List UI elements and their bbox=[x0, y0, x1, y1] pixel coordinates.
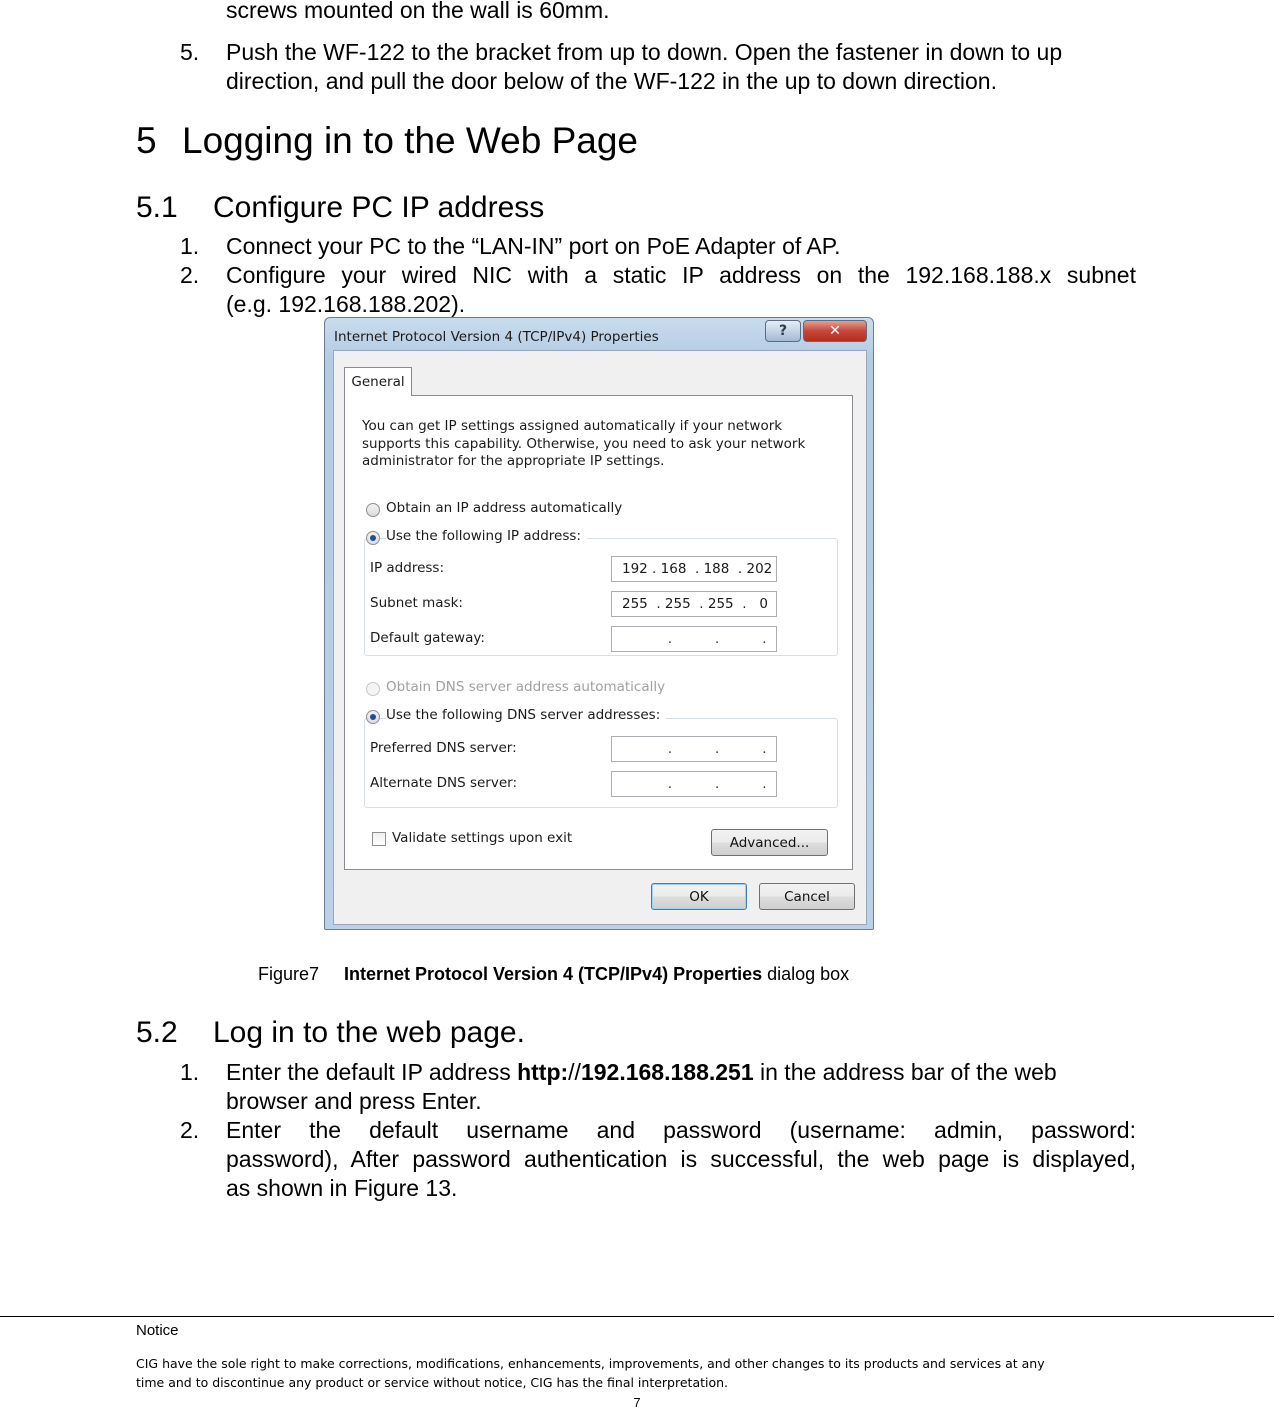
step-number: 1. bbox=[180, 233, 200, 259]
subnet-mask-label: Subnet mask: bbox=[370, 595, 463, 611]
section-number: 5 bbox=[136, 120, 157, 161]
step-text: Connect your PC to the “LAN-IN” port on PoE Adapter of AP. bbox=[226, 233, 841, 259]
help-button[interactable] bbox=[765, 320, 801, 342]
default-gateway-label: Default gateway: bbox=[370, 630, 485, 646]
subsection-number: 5.1 bbox=[136, 191, 178, 224]
step-number: 2. bbox=[180, 1117, 200, 1143]
dialog-client-area bbox=[333, 350, 867, 925]
step-number: 2. bbox=[180, 262, 200, 288]
ok-button[interactable]: OK bbox=[651, 883, 747, 910]
general-panel bbox=[344, 395, 853, 870]
subnet-mask-input[interactable]: 255 . 255 . 255 . 0 bbox=[611, 591, 777, 617]
notice-heading: Notice bbox=[136, 1322, 179, 1339]
use-following-ip-radio[interactable] bbox=[366, 531, 380, 545]
notice-body bbox=[136, 1354, 1136, 1392]
url-scheme: http: bbox=[517, 1059, 569, 1085]
subsection-number: 5.2 bbox=[136, 1016, 178, 1049]
page-number: 7 bbox=[633, 1395, 641, 1410]
figure-caption-rest: dialog box bbox=[762, 964, 850, 984]
dialog-title: Internet Protocol Version 4 (TCP/IPv4) Properties bbox=[334, 329, 659, 345]
subsection-heading bbox=[136, 191, 544, 225]
use-following-dns-radio[interactable] bbox=[366, 710, 380, 724]
step-text-part: in the address bar of the web bbox=[753, 1059, 1057, 1085]
step-text bbox=[226, 1058, 1136, 1087]
use-following-ip-label: Use the following IP address: bbox=[386, 528, 587, 546]
figure-label: Figure7 bbox=[258, 964, 320, 984]
validate-settings-checkbox[interactable] bbox=[372, 832, 386, 846]
alternate-dns-label: Alternate DNS server: bbox=[370, 775, 518, 791]
step-text: password), After password authentication is successful, the web page is displayed, bbox=[226, 1146, 1136, 1172]
step-text-part: Enter the default IP address bbox=[226, 1059, 518, 1085]
step-text: Push the WF-122 to the bracket from up to down. Open the fastener in down to up direction, and pull the door below of the WF-122 in the up to down direction. bbox=[226, 39, 1063, 94]
subsection-title: Log in to the web page. bbox=[213, 1016, 525, 1049]
tab-general[interactable]: General bbox=[344, 367, 412, 396]
step-text: browser and press Enter. bbox=[226, 1088, 482, 1114]
subsection-title: Configure PC IP address bbox=[213, 191, 545, 224]
use-following-dns-label: Use the following DNS server addresses: bbox=[386, 707, 666, 725]
validate-settings-label: Validate settings upon exit bbox=[392, 830, 573, 846]
obtain-ip-auto-radio[interactable] bbox=[366, 503, 380, 517]
ip-address-input[interactable]: 192 . 168 . 188 . 202 bbox=[611, 556, 777, 582]
preferred-dns-input[interactable]: . . . bbox=[611, 736, 777, 762]
close-icon: ✕ bbox=[829, 323, 841, 339]
url-slashes: // bbox=[568, 1059, 581, 1085]
figure-caption bbox=[258, 964, 849, 985]
section-title: Logging in to the Web Page bbox=[182, 120, 638, 161]
obtain-dns-auto-radio[interactable] bbox=[366, 682, 380, 696]
subsection-heading bbox=[136, 1016, 525, 1050]
step-text: Enter the default username and password (username: admin, password: bbox=[226, 1117, 1136, 1143]
step-text: (e.g. 192.168.188.202). bbox=[226, 291, 466, 317]
notice-line: time and to discontinue any product or service without notice, CIG has the final interpretation. bbox=[136, 1375, 729, 1390]
obtain-dns-auto-label: Obtain DNS server address automatically bbox=[386, 679, 666, 695]
obtain-ip-auto-label: Obtain an IP address automatically bbox=[386, 500, 623, 516]
ip-address-label: IP address: bbox=[370, 560, 444, 576]
preferred-dns-label: Preferred DNS server: bbox=[370, 740, 517, 756]
figure-caption-bold: Internet Protocol Version 4 (TCP/IPv4) Properties bbox=[344, 964, 763, 984]
section-heading bbox=[136, 120, 638, 162]
step-text: as shown in Figure 13. bbox=[226, 1175, 458, 1201]
notice-line: CIG have the sole right to make corrections, modifications, enhancements, improvements, and other changes to its products and services at any bbox=[136, 1356, 1045, 1371]
default-gateway-input[interactable]: . . . bbox=[611, 626, 777, 652]
footer-divider bbox=[0, 1316, 1274, 1317]
step-number: 1. bbox=[180, 1059, 200, 1085]
close-button[interactable] bbox=[803, 320, 867, 342]
alternate-dns-input[interactable]: . . . bbox=[611, 771, 777, 797]
step-number: 5. bbox=[180, 39, 200, 65]
dialog-description: You can get IP settings assigned automatically if your network supports this capability. Otherwise, you need to ask your network administrator for the appropriate IP settings. bbox=[362, 418, 806, 469]
tcpip-properties-dialog bbox=[324, 317, 874, 930]
step-text: Configure your wired NIC with a static IP address on the 192.168.188.x subnet bbox=[226, 262, 1136, 288]
default-ip-address: 192.168.188.251 bbox=[580, 1059, 754, 1085]
continued-text: screws mounted on the wall is 60mm. bbox=[226, 0, 610, 23]
cancel-button[interactable]: Cancel bbox=[759, 883, 855, 910]
help-icon: ? bbox=[778, 323, 788, 339]
advanced-button[interactable]: Advanced... bbox=[711, 829, 828, 856]
